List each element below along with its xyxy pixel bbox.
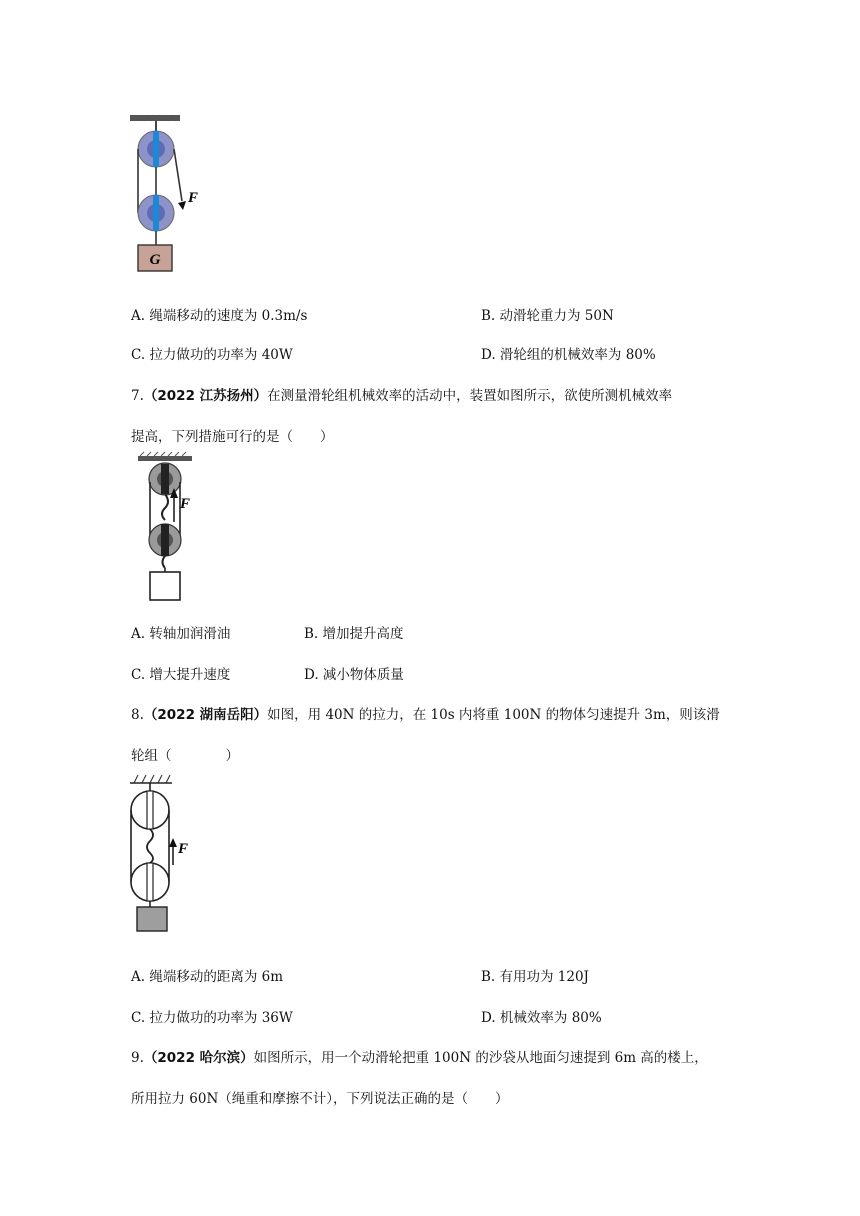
q8-option-c: C. 拉力做功的功率为 36W (131, 1010, 293, 1026)
q9-number: 9. (131, 1050, 144, 1066)
q6-option-c: C. 拉力做功的功率为 40W (131, 347, 293, 363)
q8-text-line2: 轮组（ ） (131, 748, 239, 764)
q9-text-line1: 如图所示，用一个动滑轮把重 100N 的沙袋从地面匀速提到 6m 高的楼上， (253, 1050, 708, 1066)
q6-option-a: A. 绳端移动的速度为 0.3m/s (131, 308, 308, 324)
q8-source: （2022 湖南岳阳） (143, 707, 268, 723)
q8-option-d: D. 机械效率为 80% (481, 1010, 602, 1026)
q8-option-a: A. 绳端移动的距离为 6m (131, 969, 284, 985)
q6-option-d: D. 滑轮组的机械效率为 80% (481, 347, 656, 363)
q7-source: （2022 江苏扬州） (143, 388, 268, 404)
q9-source: （2022 哈尔滨） (143, 1050, 254, 1066)
q7-option-c: C. 增大提升速度 (131, 667, 231, 683)
q7-option-b: B. 增加提升高度 (304, 626, 404, 642)
q6-option-b: B. 动滑轮重力为 50N (481, 308, 614, 324)
force-label-f: F (188, 190, 199, 206)
pulley-figure-1 (128, 115, 208, 275)
q9-question-line1 (131, 1048, 708, 1068)
q7-text-line1: 在测量滑轮组机械效率的活动中，装置如图所示，欲使所测机械效率 (267, 388, 673, 404)
q7-option-a: A. 转轴加润滑油 (131, 626, 231, 642)
force-label-f: F (180, 496, 191, 512)
pulley-figure-3 (128, 775, 208, 935)
force-label-f: F (178, 841, 189, 857)
q8-text-line1: 如图，用 40N 的拉力，在 10s 内将重 100N 的物体匀速提升 3m，则该滑 (267, 707, 720, 723)
pulley-figure-2 (138, 452, 218, 602)
q7-number: 7. (131, 388, 144, 404)
q7-text-line2: 提高，下列措施可行的是（ ） (131, 429, 334, 445)
q8-option-b: B. 有用功为 120J (481, 969, 589, 985)
q8-question-line1 (131, 705, 720, 725)
q7-option-d: D. 减小物体质量 (304, 667, 404, 683)
q9-text-line2: 所用拉力 60N（绳重和摩擦不计），下列说法正确的是（ ） (131, 1091, 509, 1107)
q7-question-line1 (131, 386, 672, 406)
q8-number: 8. (131, 707, 144, 723)
weight-label-g: G (149, 252, 161, 268)
